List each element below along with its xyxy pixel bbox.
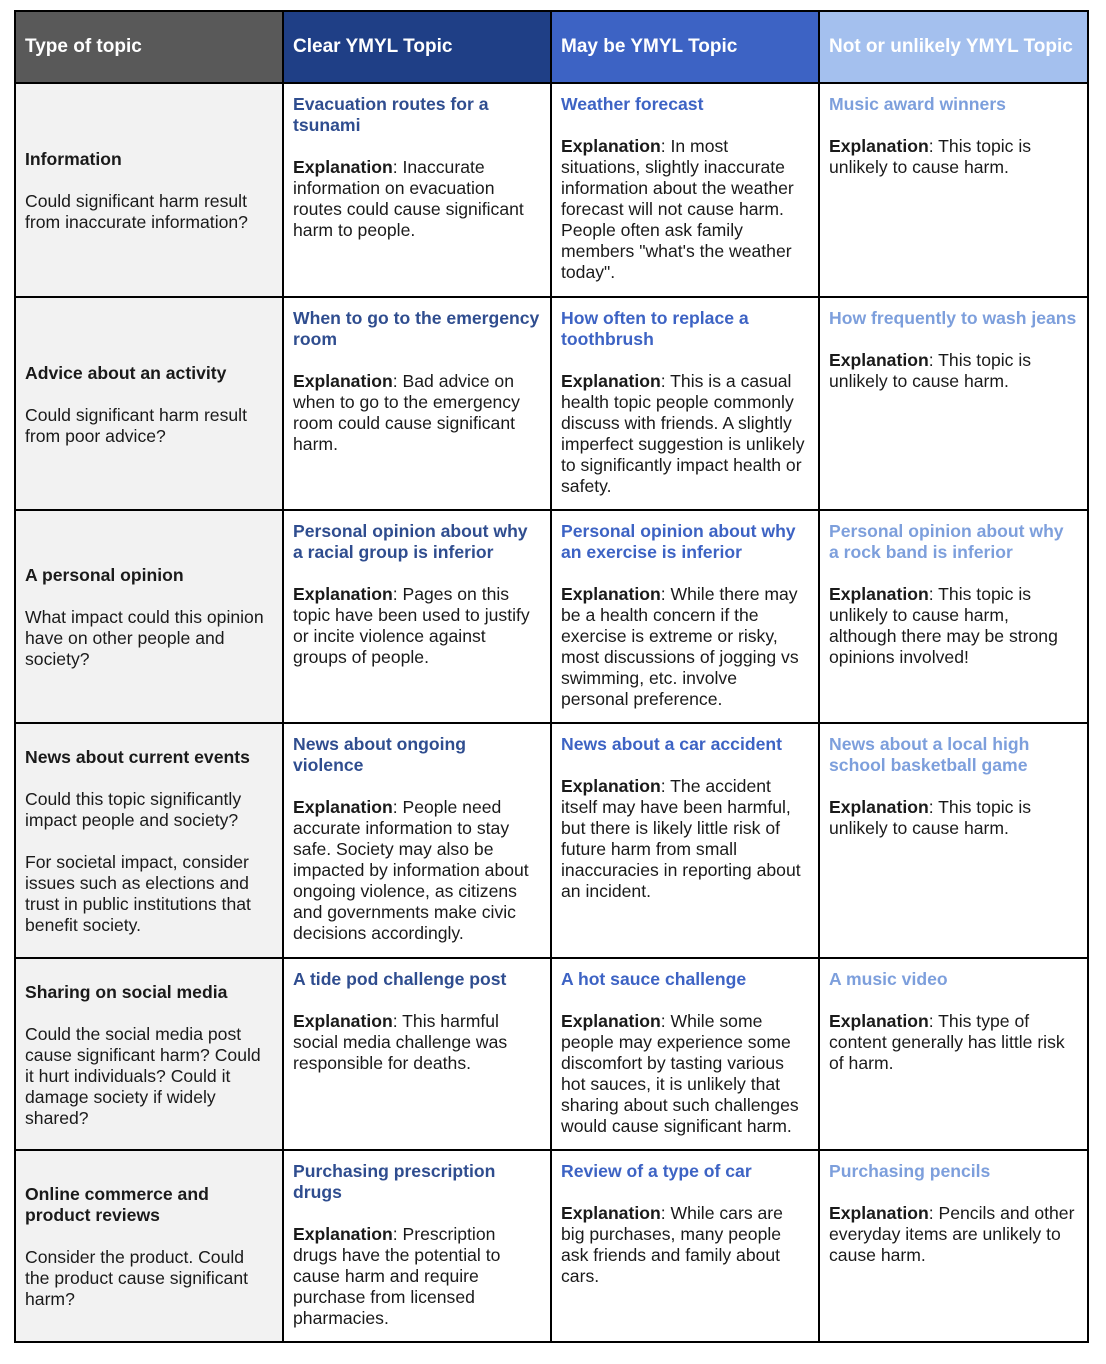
not-ymyl-cell [819,723,1088,958]
explanation-label: Explanation [561,1011,661,1031]
topic-type-title: Advice about an activity [25,362,227,383]
topic-type-title: News about current events [25,747,250,767]
not-ymyl-example: Music award winners [829,94,1006,114]
may-be-ymyl-cell [551,958,819,1150]
topic-type-title: A personal opinion [25,565,184,585]
explanation-label: Explanation [293,371,393,391]
may-be-ymyl-cell [551,1150,819,1342]
explanation-label: Explanation [293,1011,393,1031]
topic-type-title: Information [25,149,122,169]
may-be-ymyl-example: A hot sauce challenge [561,969,747,989]
clear-ymyl-example: A tide pod challenge post [293,969,507,989]
explanation-text: : Pencils and other everyday items are unlikely to cause harm. [829,1203,1075,1265]
explanation-text: : While some people may experience some discomfort by tasting various hot sauces, it is unlikely that sharing about such challenges would cause significant harm. [561,1011,799,1136]
explanation-text: : While cars are big purchases, many people ask friends and family about cars. [561,1203,783,1286]
topic-type-title: Sharing on social media [25,981,228,1002]
not-ymyl-example: A music video [829,969,948,989]
table-row [15,723,1088,958]
header-may-be-ymyl: May be YMYL Topic [551,11,819,83]
explanation-label: Explanation [561,1203,661,1223]
clear-ymyl-example: When to go to the emergency room [293,308,540,349]
ymyl-topic-table [14,10,1089,1343]
may-be-ymyl-cell [551,83,819,297]
topic-type-question: Could significant harm result from inaccurate information? [25,191,248,232]
explanation-text: : This topic is unlikely to cause harm. [829,136,1032,177]
clear-ymyl-cell [283,83,551,297]
may-be-ymyl-cell [551,297,819,510]
explanation-text: : This is a casual health topic people commonly discuss with friends. A slightly imperfect suggestion is unlikely to significantly impact health or safety. [561,371,805,496]
explanation-label: Explanation [829,1203,929,1223]
explanation-text: : Bad advice on when to go to the emergency room could cause significant harm. [293,371,520,454]
topic-type-question: Could the social media post cause significant harm? Could it hurt individuals? Could it damage society if widely shared? [25,1023,261,1128]
topic-type-question: Could significant harm result from poor advice? [25,404,247,446]
explanation-text: : People need accurate information to stay safe. Society may also be impacted by information about ongoing violence, as citizens and governments make civic decisions accordingly. [293,797,529,943]
explanation-text: : This harmful social media challenge was responsible for deaths. [293,1011,508,1073]
clear-ymyl-example: Purchasing prescription drugs [293,1161,496,1202]
clear-ymyl-cell [283,723,551,958]
explanation-label: Explanation [561,584,661,604]
not-ymyl-example: Purchasing pencils [829,1161,991,1181]
table-row [15,297,1088,510]
topic-type-question: Consider the product. Could the product cause significant harm? [25,1247,248,1309]
explanation-text: : This type of content generally has little risk of harm. [829,1011,1065,1073]
may-be-ymyl-example: News about a car accident [561,734,782,754]
topic-type-cell [15,958,283,1150]
not-ymyl-example: News about a local high school basketball game [829,734,1030,775]
clear-ymyl-example: Personal opinion about why a racial group is inferior [293,521,528,562]
explanation-label: Explanation [829,1011,929,1031]
may-be-ymyl-example: Personal opinion about why an exercise is inferior [561,521,796,562]
not-ymyl-example: How frequently to wash jeans [829,308,1077,328]
explanation-text: : Prescription drugs have the potential to cause harm and require purchase from licensed pharmacies. [293,1224,501,1328]
explanation-label: Explanation [829,136,929,156]
explanation-text: : Inaccurate information on evacuation routes could cause significant harm to people. [293,157,524,240]
header-not-ymyl: Not or unlikely YMYL Topic [819,11,1088,83]
topic-type-cell [15,1150,283,1342]
explanation-text: : Pages on this topic have been used to justify or incite violence against groups of people. [293,584,530,667]
clear-ymyl-cell [283,958,551,1150]
explanation-label: Explanation [829,584,929,604]
explanation-text: : In most situations, slightly inaccurate information about the weather forecast will not cause harm. People often ask family members "what's the weather today". [561,136,794,282]
clear-ymyl-cell [283,510,551,723]
topic-type-question: What impact could this opinion have on other people and society? [25,607,264,669]
clear-ymyl-cell [283,1150,551,1342]
table-row [15,1150,1088,1342]
may-be-ymyl-example: Weather forecast [561,94,704,114]
explanation-label: Explanation [561,371,661,391]
explanation-label: Explanation [829,350,929,370]
clear-ymyl-example: Evacuation routes for a tsunami [293,94,489,135]
not-ymyl-cell [819,510,1088,723]
topic-type-cell [15,83,283,297]
not-ymyl-example: Personal opinion about why a rock band is inferior [829,521,1064,562]
topic-type-question: Could this topic significantly impact people and society? For societal impact, consider issues such as elections and trust in public institutions that benefit society. [25,789,251,935]
explanation-label: Explanation [829,797,929,817]
may-be-ymyl-cell [551,723,819,958]
header-type-of-topic: Type of topic [15,11,283,83]
explanation-text: : This topic is unlikely to cause harm. [829,797,1032,838]
explanation-label: Explanation [293,797,393,817]
header-row [15,11,1088,83]
explanation-text: : This topic is unlikely to cause harm. [829,350,1032,391]
explanation-label: Explanation [561,776,661,796]
explanation-text: : While there may be a health concern if the exercise is extreme or risky, most discussions of jogging vs swimming, etc. involve personal preference. [561,584,799,709]
topic-type-title: Online commerce and product reviews [25,1184,209,1225]
topic-type-cell [15,723,283,958]
topic-type-cell [15,297,283,510]
table-row [15,958,1088,1150]
may-be-ymyl-cell [551,510,819,723]
clear-ymyl-cell [283,297,551,510]
clear-ymyl-example: News about ongoing violence [293,734,466,775]
may-be-ymyl-example: How often to replace a toothbrush [561,308,749,349]
not-ymyl-cell [819,297,1088,510]
not-ymyl-cell [819,83,1088,297]
explanation-label: Explanation [561,136,661,156]
table-row [15,510,1088,723]
may-be-ymyl-example: Review of a type of car [561,1161,752,1181]
not-ymyl-cell [819,958,1088,1150]
explanation-label: Explanation [293,157,393,177]
explanation-label: Explanation [293,1224,393,1244]
explanation-label: Explanation [293,584,393,604]
topic-type-cell [15,510,283,723]
header-clear-ymyl: Clear YMYL Topic [283,11,551,83]
explanation-text: : This topic is unlikely to cause harm, although there may be strong opinions involved! [829,584,1058,667]
explanation-text: : The accident itself may have been harmful, but there is likely little risk of future harm from small inaccuracies in reporting about an incident. [561,776,801,901]
not-ymyl-cell [819,1150,1088,1342]
table-row [15,83,1088,297]
